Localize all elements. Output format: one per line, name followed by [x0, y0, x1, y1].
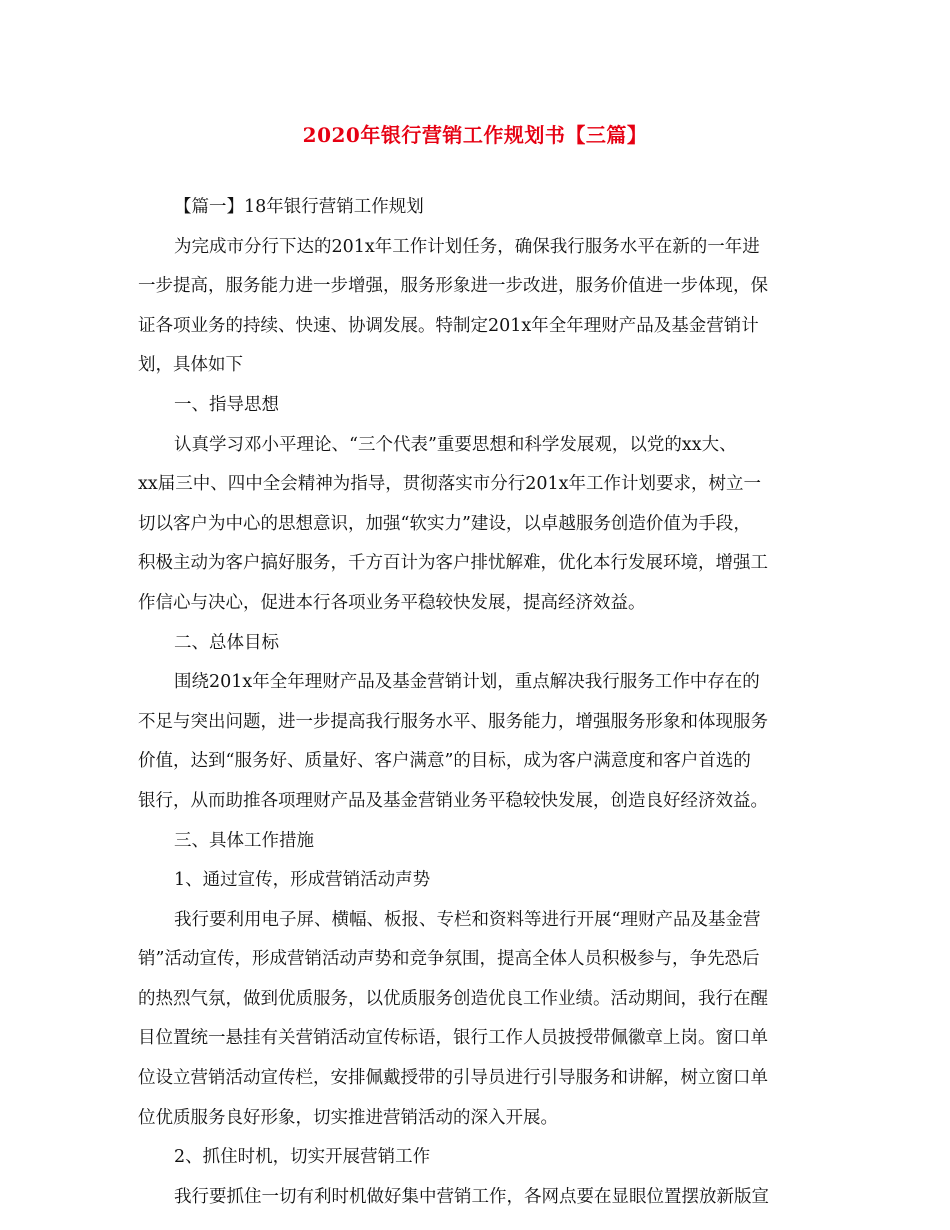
- body-line: 证各项业务的持续、快速、协调发展。特制定201x年全年理财产品及基金营销计: [138, 315, 759, 336]
- body-line: 切以客户为中心的思想意识，加强“软实力”建设，以卓越服务创造价值为手段，: [138, 513, 751, 534]
- body-line: xx届三中、四中全会精神为指导，贯彻落实市分行201x年工作计划要求，树立一: [138, 474, 762, 495]
- body-line: 作信心与决心，促进本行各项业务平稳较快发展，提高经济效益。: [138, 592, 646, 613]
- body-line: 积极主动为客户搞好服务，千方百计为客户排忧解难，优化本行发展环境，增强工: [138, 553, 768, 574]
- body-line: 目位置统一悬挂有关营销活动宣传标语，银行工作人员披授带佩徽章上岗。窗口单: [138, 1028, 768, 1049]
- body-line: 一步提高，服务能力进一步增强，服务形象进一步改进，服务价值进一步体现，保: [138, 276, 768, 297]
- body-line: 银行，从而助推各项理财产品及基金营销业务平稳较快发展，创造良好经济效益。: [138, 790, 768, 811]
- body-line: 2、抓住时机，切实开展营销工作: [174, 1147, 431, 1168]
- body-line: 二、总体目标: [174, 632, 279, 653]
- body-line: 我行要抓住一切有利时机做好集中营销工作，各网点要在显眼位置摆放新版宣: [174, 1186, 769, 1207]
- body-line: 一、指导思想: [174, 394, 279, 415]
- body-line: 位优质服务良好形象，切实推进营销活动的深入开展。: [138, 1107, 558, 1128]
- body-line: 划，具体如下: [138, 355, 243, 376]
- body-line: 的热烈气氛，做到优质服务，以优质服务创造优良工作业绩。活动期间，我行在醒: [138, 988, 768, 1009]
- document-body: [138, 188, 818, 1217]
- body-line: 【篇一】18年银行营销工作规划: [174, 197, 424, 217]
- body-line: 价值，达到“服务好、质量好、客户满意”的目标，成为客户满意度和客户首选的: [138, 751, 751, 772]
- document-title: 2020年银行营销工作规划书【三篇】: [302, 123, 648, 147]
- body-line: 围绕201x年全年理财产品及基金营销计划，重点解决我行服务工作中存在的: [174, 672, 760, 693]
- body-line: 1、通过宣传，形成营销活动声势: [174, 870, 431, 891]
- body-line: 三、具体工作措施: [174, 830, 314, 851]
- body-line: 为完成市分行下达的201x年工作计划任务，确保我行服务水平在新的一年进: [174, 236, 760, 257]
- body-line: 销”活动宣传，形成营销活动声势和竞争氛围，提高全体人员积极参与，争先恐后: [138, 949, 760, 970]
- body-line: 位设立营销活动宣传栏，安排佩戴授带的引导员进行引导服务和讲解，树立窗口单: [138, 1068, 768, 1089]
- body-line: 不足与突出问题，进一步提高我行服务水平、服务能力，增强服务形象和体现服务: [138, 711, 768, 732]
- body-line: 认真学习邓小平理论、“三个代表”重要思想和科学发展观，以党的xx大、: [174, 434, 737, 455]
- body-line: 我行要利用电子屏、横幅、板报、专栏和资料等进行开展“理财产品及基金营: [174, 909, 761, 930]
